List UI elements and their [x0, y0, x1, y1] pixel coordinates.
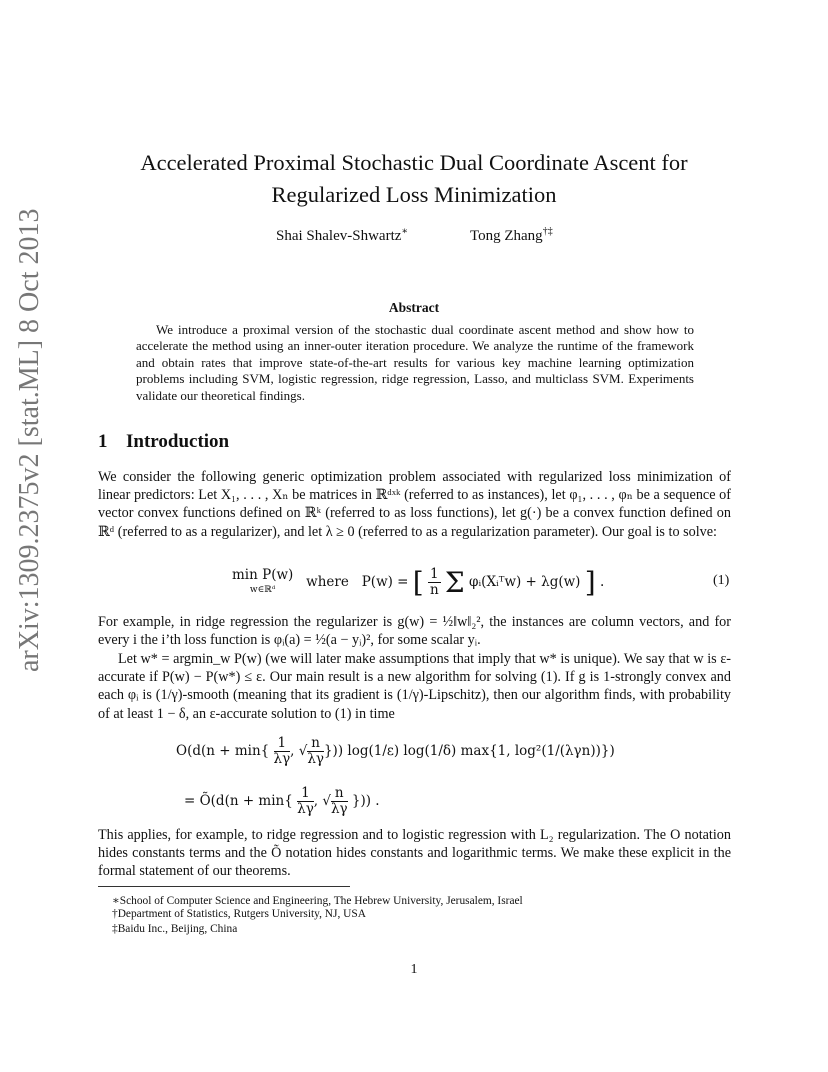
paper-title-line-1: Accelerated Proximal Stochastic Dual Coordinate Ascent for [140, 150, 688, 175]
footnote-2: †Department of Statistics, Rutgers University, NJ, USA [112, 908, 366, 920]
eq1-min [232, 568, 293, 598]
equation-1-number: (1) [713, 573, 730, 588]
section-number: 1 [98, 431, 108, 452]
eq1-lhs: P(w) = [361, 574, 409, 590]
equation-2: O(d(n + min{ $\frac{1}{\lambda\gamma}$, √ $\frac{n}{\lambda\gamma}$})) log(1/ε) log(1/δ) max{1, log²(1/(λγn))}) [176, 735, 615, 767]
eq1-where: where [306, 574, 349, 590]
author-2-name: Tong Zhang [470, 228, 543, 244]
arxiv-stamp: arXiv:1309.2375v2 [stat.ML] 8 Oct 2013 [14, 208, 45, 672]
footnote-3: ‡Baidu Inc., Beijing, China [112, 923, 238, 935]
abstract-text: We introduce a proximal version of the stochastic dual coordinate ascent method and show how to accelerate the method using an inner-outer iteration procedure. We analyze the runtime of the framework and obtain rates that improve state-of-the-art results for various key machine learning optimization problems including SVM, logistic regression, ridge regression, Lasso, and multiclass SVM. Experiments validate our theoretical findings. [136, 322, 694, 403]
author-1 [276, 228, 408, 245]
intro-paragraph-2: For example, in ridge regression the regularizer is g(w) = ½‖w‖₂², the instances are column vectors, and for every i the i’th loss function is φᵢ(a) = ½(a − yᵢ)², for some scalar yᵢ. [98, 614, 731, 649]
intro-paragraph-3: Let w* = argmin_w P(w) (we will later make assumptions that imply that w* is unique). We say that w is ε-accurate if P(w) − P(w*) ≤ ε. Our main result is a new algorithm for solving (1). If g is 1-strongly convex and each φᵢ is (1/γ)-smooth (meaning that its gradient is (1/γ)-Lipschitz), then our algorithm finds, with probability of at least 1 − δ, an ε-accurate solution to (1) in time [98, 651, 731, 722]
author-1-name: Shai Shalev-Shwartz [276, 228, 402, 244]
footnote-rule [98, 886, 350, 887]
page-number: 1 [410, 962, 418, 977]
eq3-prefix: = Õ(d(n + min{ [184, 793, 293, 809]
section-title: Introduction [126, 431, 230, 452]
author-2 [470, 228, 553, 245]
equation-1: min P(w) w∈ℝᵈ where P(w) = [ $\frac{1}{n}$ Σ φᵢ(Xᵢᵀw) + λg(w) ] . [232, 566, 605, 599]
author-2-mark: †‡ [542, 226, 553, 237]
author-1-mark: ∗ [401, 226, 409, 237]
equation-3: = Õ(d(n + min{ $\frac{1}{\lambda\gamma}$, √ $\frac{n}{\lambda\gamma}$ })) . [184, 785, 380, 817]
eq1-body: φᵢ(Xᵢᵀw) + λg(w) [469, 574, 581, 590]
eq1-min-sub: w∈ℝᵈ [249, 584, 276, 595]
footnote-1: ∗School of Computer Science and Engineering, The Hebrew University, Jerusalem, Israel [112, 895, 523, 907]
abstract-heading: Abstract [388, 300, 440, 315]
paper-title-line-2: Regularized Loss Minimization [271, 182, 557, 207]
eq1-min-top: min P(w) [232, 566, 294, 583]
eq2-prefix: O(d(n + min{ [176, 743, 270, 759]
eq2-tail: log(1/ε) log(1/δ) max{1, log²(1/(λγn))} [347, 743, 610, 759]
intro-paragraph-1: We consider the following generic optimization problem associated with regularized loss minimization of linear predictors: Let X₁, . . . , Xₙ be matrices in ℝᵈˣᵏ (referred to as instances), let φ₁, . . . , φₙ be a sequence of vector convex functions defined on ℝᵏ (referred to as loss functions), let g(·) be a convex function defined on ℝᵈ (referred to as a regularizer), and let λ ≥ 0 (referred to as a regularization parameter). Our goal is to solve: [98, 469, 731, 540]
eq3-suffix: })) . [351, 793, 380, 809]
intro-paragraph-4: This applies, for example, to ridge regression and to logistic regression with L₂ regularization. The O notation hides constants terms and the Õ notation hides constants and logarithmic terms. We make these explicit in the formal statement of our theorems. [98, 827, 731, 880]
